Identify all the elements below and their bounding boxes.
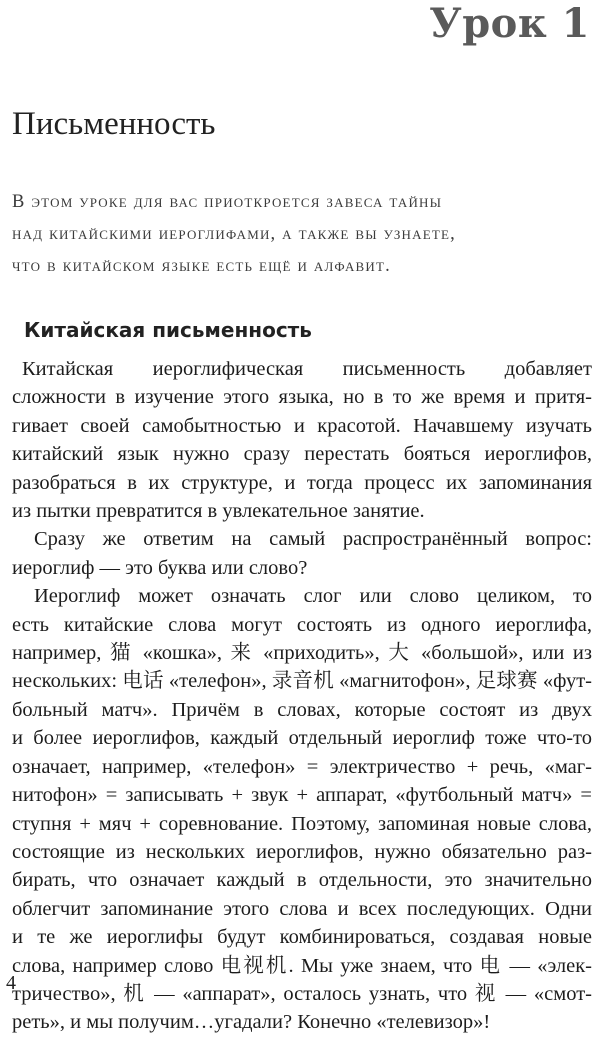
paragraph-line: реть», и мы получим…угадали? Конечно «телевизор»! — [12, 1011, 491, 1034]
paragraph-line: сложности в изучение этого языка, но в то же время и притя- — [12, 386, 592, 409]
paragraph-line: Сразу же ответим на самый распространённый вопрос: — [34, 528, 592, 551]
paragraph-line: нитофон» = записывать + звук + аппарат, «футбольный матч» = — [12, 784, 592, 807]
paragraph-line: состоящие из нескольких иероглифов, нужно обязательно раз- — [12, 840, 592, 863]
paragraph-line: бирать, что означает каждый в отдельности, это значительно — [12, 869, 592, 892]
intro-line: В этом уроке для вас приоткроется завеса тайны — [12, 192, 443, 212]
paragraph-line: и более иероглифов, каждый отдельный иероглиф тоже что-то — [12, 727, 592, 750]
section-title: Письменность — [12, 106, 216, 142]
paragraph-line: например, 猫 «кошка», 来 «приходить», 大 «большой», или из — [12, 642, 592, 665]
paragraph-line: из пытки превратится в увлекательное занятие. — [12, 500, 425, 523]
paragraph-line: означает, например, «телефон» = электричество + речь, «маг- — [12, 755, 592, 778]
lesson-title: Урок 1 — [429, 0, 590, 47]
paragraph-line: гивает своей самобытностью и красотой. Начавшему изучать — [12, 414, 592, 437]
paragraph-line: ступня + мяч + соревнование. Поэтому, запоминая новые слова, — [12, 812, 592, 835]
paragraph-line: тричество», 机 — «аппарат», осталось узнать, что 视 — «смот- — [12, 982, 592, 1005]
intro-line: над китайскими иероглифами, а также вы узнаете, — [12, 224, 456, 244]
subsection-title: Китайская письменность — [24, 318, 312, 342]
paragraph-line: есть китайские слова могут состоять из одного иероглифа, — [12, 613, 592, 636]
intro-line: что в китайском языке есть ещё и алфавит. — [12, 256, 391, 276]
paragraph-line: нескольких: 电话 «телефон», 录音机 «магнитофон», 足球赛 «фут- — [12, 670, 592, 693]
paragraph-line: больный матч». Причём в словах, которые состоят из двух — [12, 698, 592, 721]
intro-text — [12, 186, 587, 282]
body-text — [12, 355, 592, 1037]
paragraph-line: китайский язык нужно сразу перестать бояться иероглифов, — [12, 443, 592, 466]
paragraph-line: разобраться в их структуре, и тогда процесс их запоминания — [12, 471, 592, 494]
paragraph-line: слова, например слово 电视机. Мы уже знаем, что 电 — «элек- — [12, 954, 592, 977]
page-number: 4 — [6, 972, 16, 994]
paragraph-line: Иероглиф может означать слог или слово целиком, то — [34, 585, 592, 608]
paragraph-line: иероглиф — это буква или слово? — [12, 556, 308, 579]
paragraph-line: облегчит запоминание этого слова и всех последующих. Одни — [12, 897, 592, 920]
paragraph-line: Китайская иероглифическая письменность добавляет — [22, 358, 592, 380]
paragraph-line: и те же иероглифы будут комбинироваться, создавая новые — [12, 926, 592, 949]
